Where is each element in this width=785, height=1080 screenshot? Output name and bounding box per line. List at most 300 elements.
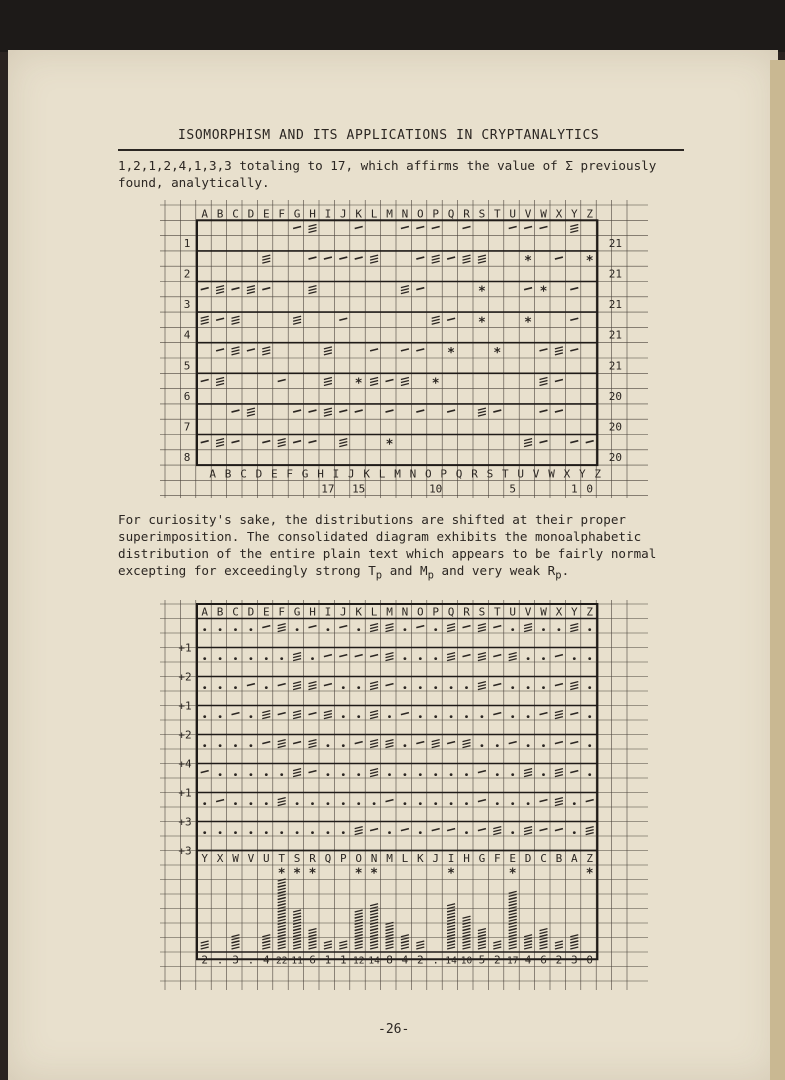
tally-mark [339, 318, 347, 320]
distribution-mark [463, 655, 471, 657]
tally-mark [262, 261, 270, 263]
column-letter-top: M [386, 207, 393, 221]
column-total: 1 [324, 953, 332, 967]
distribution-mark [232, 713, 240, 715]
tally-mark [309, 441, 317, 443]
tally-mark [524, 226, 532, 228]
distribution-mark [386, 653, 394, 655]
distribution-mark [234, 773, 237, 776]
distribution-mark [493, 827, 501, 829]
consolidated-tally [401, 947, 409, 949]
distribution-mark [324, 714, 332, 716]
column-letter-bottom: T [278, 852, 286, 865]
tally-mark [555, 353, 563, 355]
row-number: 2 [183, 267, 191, 281]
distribution-mark [450, 773, 453, 776]
distribution-mark [478, 656, 486, 658]
tally-mark [216, 318, 224, 320]
distribution-mark [262, 742, 270, 744]
consolidated-tally [524, 944, 532, 946]
star-mark: * [370, 866, 379, 882]
distribution-mark [388, 831, 391, 834]
distribution-mark [370, 740, 378, 742]
column-total: 6 [309, 953, 316, 967]
tally-mark [339, 410, 347, 412]
tally-mark [432, 226, 440, 228]
distribution-mark [278, 713, 286, 715]
distribution-mark [478, 771, 486, 773]
column-letter-top: H [309, 207, 316, 221]
distribution-mark [280, 831, 283, 834]
distribution-mark [203, 744, 206, 747]
tally-mark [540, 349, 548, 351]
distribution-mark [555, 742, 563, 744]
row-total: 21 [608, 359, 623, 373]
tally-mark [524, 445, 532, 447]
distribution-mark [309, 713, 317, 715]
distribution-mark [309, 743, 317, 745]
column-total: 3 [570, 953, 578, 967]
consolidated-tally [262, 944, 270, 946]
distribution-mark [327, 628, 330, 631]
tally-mark [324, 377, 332, 379]
consolidated-tally [278, 888, 286, 890]
distribution-mark [219, 831, 222, 834]
consolidated-tally [463, 919, 471, 921]
distribution-mark [203, 802, 206, 805]
distribution-mark [588, 686, 591, 689]
tally-mark [216, 383, 224, 385]
column-letter-bottom: S [293, 852, 301, 865]
tally-mark [293, 322, 301, 324]
tally-mark [540, 226, 548, 228]
distribution-mark [542, 657, 545, 660]
distribution-mark [370, 746, 378, 748]
distribution-mark [370, 775, 378, 777]
distribution-mark [463, 740, 471, 742]
column-total: 11 [291, 955, 303, 967]
consolidated-tally [355, 938, 363, 940]
tally-mark: * [385, 437, 394, 453]
row-number: 8 [183, 451, 191, 465]
distribution-mark [219, 628, 222, 631]
column-letter-top: B [216, 207, 224, 221]
column-letter-bottom: H [317, 467, 324, 481]
distribution-mark [250, 744, 253, 747]
tally-mark [555, 379, 563, 381]
column-letter-bottom: N [370, 852, 378, 865]
para-text-d: . [561, 563, 570, 578]
distribution-mark [570, 624, 578, 626]
consolidated-tally [463, 947, 471, 949]
row-total: 21 [608, 328, 623, 342]
distribution-mark [339, 655, 347, 657]
distribution-mark [250, 831, 253, 834]
distribution-mark [370, 627, 378, 629]
tally-mark [201, 322, 209, 324]
tally-mark [463, 255, 471, 257]
tally-mark [247, 411, 255, 413]
column-letter-top: E [262, 207, 270, 221]
column-letter-top: D [247, 207, 255, 221]
paragraph-2-line-2: superimposition. The consolidated diagram exhibits the monoalphabetic [118, 529, 642, 544]
distribution-mark [324, 711, 332, 713]
tally-mark [570, 288, 578, 290]
chart2-frame [197, 604, 597, 959]
distribution-mark [447, 829, 455, 831]
distribution-mark [478, 653, 486, 655]
tally-mark [401, 383, 409, 385]
para-text-c: and very weak R [433, 563, 556, 578]
tally-mark: * [585, 254, 594, 270]
distribution-mark [265, 773, 268, 776]
distribution-mark [493, 830, 501, 832]
distribution-mark [524, 830, 532, 832]
consolidated-tally [339, 941, 347, 943]
distribution-mark [309, 682, 317, 684]
distribution-mark [203, 628, 206, 631]
distribution-mark [524, 833, 532, 835]
consolidated-tally [416, 941, 424, 943]
consolidated-tally [401, 938, 409, 940]
tally-mark [324, 350, 332, 352]
distribution-mark [588, 628, 591, 631]
tally-mark [232, 319, 240, 321]
distribution-mark [262, 717, 270, 719]
distribution-mark [278, 743, 286, 745]
column-letter-bottom: T [501, 467, 509, 481]
column-letter-top: A [201, 605, 209, 619]
tally-mark [201, 441, 209, 443]
distribution-mark [357, 686, 360, 689]
distribution-mark [447, 630, 455, 632]
consolidated-tally [386, 944, 394, 946]
distribution-mark [527, 657, 530, 660]
column-letter-bottom: X [216, 852, 224, 865]
tally-mark [555, 410, 563, 412]
tally-mark [463, 226, 471, 228]
tally-mark [232, 441, 240, 443]
tally-mark [216, 292, 224, 294]
column-total: 8 [386, 953, 393, 967]
column-letter-top: W [540, 207, 547, 221]
column-letter-top: K [355, 207, 363, 221]
distribution-mark [250, 773, 253, 776]
row-total: 21 [608, 236, 623, 250]
distribution-mark [234, 657, 237, 660]
column-letter-bottom: I [332, 467, 340, 481]
distribution-mark [573, 831, 576, 834]
consolidated-tally [355, 932, 363, 934]
column-letter-bottom: G [478, 852, 486, 865]
distribution-mark [386, 656, 394, 658]
distribution-mark [434, 715, 437, 718]
distribution-mark [296, 628, 299, 631]
distribution-mark [496, 744, 499, 747]
column-letter-top: H [309, 605, 316, 619]
distribution-mark [293, 688, 301, 690]
distribution-mark [511, 715, 514, 718]
distribution-mark [309, 626, 317, 628]
distribution-mark [573, 802, 576, 805]
row-total: 21 [608, 267, 623, 281]
consolidated-tally [540, 944, 548, 946]
distribution-chart-1 [160, 200, 650, 500]
tally-mark [524, 439, 532, 441]
tally-mark [293, 319, 301, 321]
distribution-mark [370, 714, 378, 716]
tally-mark [278, 442, 286, 444]
consolidated-tally [355, 910, 363, 912]
distribution-mark [370, 743, 378, 745]
distribution-mark [555, 804, 563, 806]
consolidated-tally [416, 944, 424, 946]
column-letter-top: P [432, 207, 440, 221]
distribution-mark [342, 744, 345, 747]
consolidated-tally [524, 935, 532, 937]
distribution-mark [463, 743, 471, 745]
column-letter-top: Z [586, 605, 594, 619]
column-letter-top: S [478, 207, 486, 221]
tally-mark [370, 261, 378, 263]
distribution-mark [219, 744, 222, 747]
column-letter-top: K [355, 605, 363, 619]
tally-mark [262, 350, 270, 352]
tally-mark [386, 410, 394, 412]
tally-mark [540, 377, 548, 379]
tally-mark [232, 316, 240, 318]
distribution-mark [250, 628, 253, 631]
consolidated-tally [447, 947, 455, 949]
distribution-mark [588, 715, 591, 718]
distribution-mark [250, 715, 253, 718]
consolidated-tally [463, 925, 471, 927]
distribution-mark [265, 686, 268, 689]
column-letter-bottom: F [286, 467, 294, 481]
consolidated-tally [447, 932, 455, 934]
consolidated-tally [570, 944, 578, 946]
consolidated-tally [370, 932, 378, 934]
tally-mark: * [477, 315, 486, 331]
distribution-mark [278, 624, 286, 626]
consolidated-tally [278, 932, 286, 934]
column-letter-top: U [509, 207, 517, 221]
distribution-mark [278, 740, 286, 742]
tally-mark [293, 441, 301, 443]
consolidated-tally [478, 947, 486, 949]
column-letter-bottom: M [394, 467, 401, 481]
column-letter-top: V [524, 605, 532, 619]
column-letter-bottom: H [463, 852, 470, 865]
distribution-mark [311, 802, 314, 805]
distribution-mark [527, 715, 530, 718]
tally-mark [401, 377, 409, 379]
tally-mark [570, 224, 578, 226]
consolidated-tally [524, 938, 532, 940]
column-letter-bottom: L [401, 852, 409, 865]
tally-mark [278, 445, 286, 447]
consolidated-tally [232, 938, 240, 940]
column-letter-bottom: V [247, 852, 255, 865]
consolidated-tally [370, 925, 378, 927]
distribution-mark [447, 659, 455, 661]
tally-mark [555, 350, 563, 352]
consolidated-tally [309, 929, 317, 931]
tally-mark [370, 255, 378, 257]
column-total: 12 [352, 955, 365, 967]
tally-mark [339, 439, 347, 441]
tally-mark [355, 410, 363, 412]
distribution-mark [570, 627, 578, 629]
column-letter-top: N [401, 207, 409, 221]
distribution-mark [555, 711, 563, 713]
tally-mark [216, 349, 224, 351]
distribution-mark [511, 773, 514, 776]
tally-mark [324, 380, 332, 382]
column-letter-bottom: D [524, 852, 532, 865]
consolidated-tally [509, 901, 517, 903]
consolidated-tally [370, 913, 378, 915]
distribution-mark [278, 746, 286, 748]
tally-mark [416, 288, 424, 290]
column-letter-top: T [493, 207, 501, 221]
tally-mark [447, 318, 455, 320]
column-letter-bottom: W [232, 852, 239, 865]
tally-mark [432, 319, 440, 321]
tally-mark [309, 410, 317, 412]
consolidated-tally [447, 944, 455, 946]
distribution-mark [450, 686, 453, 689]
consolidated-tally [232, 935, 240, 937]
column-letter-bottom: Y [201, 852, 209, 865]
column-letter-bottom: E [509, 852, 517, 865]
distribution-mark [527, 744, 530, 747]
tally-mark [493, 410, 501, 412]
tally-mark: * [524, 254, 533, 270]
column-letter-top: O [416, 207, 424, 221]
column-letter-bottom: M [386, 852, 393, 865]
tally-mark [247, 289, 255, 291]
shift-label: +1 [178, 641, 192, 655]
consolidated-tally [293, 913, 301, 915]
distribution-mark [493, 713, 501, 715]
consolidated-tally [278, 913, 286, 915]
distribution-mark [355, 742, 363, 744]
column-letter-bottom: K [363, 467, 371, 481]
consolidated-tally [293, 944, 301, 946]
column-letter-top: T [493, 605, 501, 619]
distribution-mark [355, 655, 363, 657]
consolidated-tally [401, 935, 409, 937]
distribution-mark [447, 627, 455, 629]
distribution-mark [588, 657, 591, 660]
distribution-mark [432, 740, 440, 742]
distribution-mark [447, 656, 455, 658]
distribution-mark [478, 659, 486, 661]
distribution-mark [404, 686, 407, 689]
distribution-mark [570, 630, 578, 632]
distribution-mark [357, 628, 360, 631]
column-letter-bottom: S [486, 467, 494, 481]
consolidated-tally [509, 947, 517, 949]
distribution-mark [342, 802, 345, 805]
consolidated-tally [540, 938, 548, 940]
column-letter-top: R [463, 207, 470, 221]
tally-mark [432, 255, 440, 257]
distribution-mark [570, 713, 578, 715]
distribution-mark [558, 628, 561, 631]
consolidated-tally [278, 901, 286, 903]
distribution-mark [463, 626, 471, 628]
consolidated-tally [324, 941, 332, 943]
consolidated-tally [540, 932, 548, 934]
consolidated-tally [355, 947, 363, 949]
column-letter-bottom: K [416, 852, 424, 865]
tally-mark [324, 347, 332, 349]
distribution-mark [465, 715, 468, 718]
column-letter-top: W [540, 605, 547, 619]
tally-mark [216, 445, 224, 447]
column-letter-top: J [339, 207, 347, 221]
distribution-mark [586, 830, 594, 832]
tally-mark [478, 408, 486, 410]
distribution-mark [555, 684, 563, 686]
consolidated-tally [463, 938, 471, 940]
tally-mark [247, 349, 255, 351]
page-edge [770, 60, 785, 1080]
consolidated-tally [293, 947, 301, 949]
column-letter-top: N [401, 605, 409, 619]
consolidated-tally [262, 947, 270, 949]
distribution-mark [203, 831, 206, 834]
distribution-mark [219, 657, 222, 660]
distribution-mark [542, 686, 545, 689]
consolidated-tally [540, 947, 548, 949]
column-letter-bottom: C [240, 467, 247, 481]
consolidated-tally [355, 944, 363, 946]
consolidated-tally [463, 932, 471, 934]
distribution-mark [293, 775, 301, 777]
column-letter-top: Q [447, 605, 455, 619]
tally-mark [324, 408, 332, 410]
header-rule [118, 149, 684, 151]
consolidated-tally [309, 947, 317, 949]
tally-mark [463, 258, 471, 260]
distribution-mark [265, 831, 268, 834]
distribution-mark [524, 627, 532, 629]
star-mark: * [585, 866, 594, 882]
consolidated-tally [278, 919, 286, 921]
tally-mark [370, 349, 378, 351]
consolidated-tally [278, 894, 286, 896]
distribution-mark [432, 743, 440, 745]
consolidated-tally [570, 947, 578, 949]
distribution-mark [555, 772, 563, 774]
distribution-mark [293, 659, 301, 661]
distribution-mark [234, 628, 237, 631]
column-letter-top: U [509, 605, 517, 619]
consolidated-tally [278, 944, 286, 946]
distribution-mark [386, 800, 394, 802]
consolidated-tally [309, 932, 317, 934]
tally-mark [540, 410, 548, 412]
tally-mark [570, 318, 578, 320]
tally-mark [216, 377, 224, 379]
tally-mark [370, 383, 378, 385]
tally-mark [416, 226, 424, 228]
star-mark: * [308, 866, 317, 882]
distribution-mark [370, 711, 378, 713]
